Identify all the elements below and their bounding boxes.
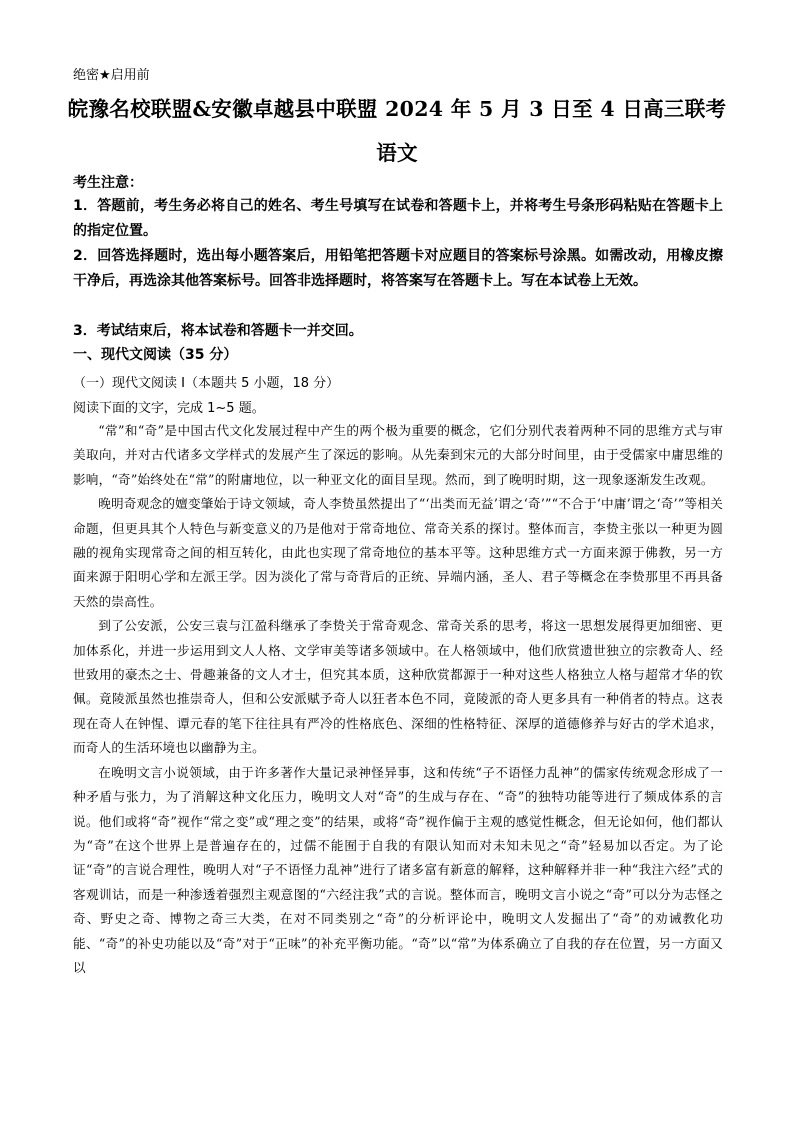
confidential-mark: 绝密★启用前 (73, 68, 150, 83)
passage-paragraph-3: 到了公安派，公安三袁与江盈科继承了李贽关于常奇观念、常奇关系的思考，将这一思想发展得更加细密、更加体系化，并进一步运用到文人人格、文学审美等诸多领域中。在人格领域中，他们欣赏遗世独立的宗教奇人、经世致用的豪杰之士、骨趣兼备的文人才士，但究其本质，这种欣赏都源于一种对这些人格独立人格与超常才华的钦佩。竟陵派虽然也推崇奇人，但和公安派赋予奇人以狂者本色不同，竟陵派的奇人更多具有一种俏者的特点。这表现在奇人在钟惺、谭元春的笔下往往具有严冷的性格底色、深细的性格特征、深厚的道德修养与好古的学术追求，而奇人的生活环境也以幽静为主。 (73, 618, 723, 756)
exam-title: 皖豫名校联盟&安徽卓越县中联盟 2024 年 5 月 3 日至 4 日高三联考 (67, 97, 727, 121)
section-subtitle: （一）现代文阅读 I（本题共 5 小题，18 分） (73, 376, 340, 391)
notice-item-3: 3．考试结束后，将本试卷和答题卡一并交回。 (73, 323, 363, 339)
reading-passage (73, 419, 723, 980)
notice-item-1: 1．答题前，考生务必将自己的姓名、考生号填写在试卷和答题卡上，并将考生号条形码粘贴在答题卡上的指定位置。 (73, 198, 723, 239)
passage-paragraph-1: “常”和“奇”是中国古代文化发展过程中产生的两个极为重要的概念，它们分别代表着两种不同的思维方式与审美取向，并对古代诸多文学样式的发展产生了深远的影响。从先秦到宋元的大部分时间里，由于受儒家中庸思维的影响，“奇”始终处在“常”的附庸地位，以一种亚文化的面目呈现。然而，到了晚明时期，这一现象逐渐发生改观。 (73, 423, 723, 487)
subject-title: 语文 (376, 141, 418, 165)
section-title: 一、现代文阅读（35 分） (73, 347, 238, 363)
passage-paragraph-2: 晚明奇观念的嬗变肇始于诗文领域，奇人李贽虽然提出了“‘出类而无益’谓之‘奇’”“不合于‘中庸’谓之‘奇’”等相关命题，但更具其个人特色与新变意义的乃是他对于常奇地位、常奇关系的探讨。整体而言，李贽主张以一种更为圆融的视角实现常奇之间的相互转化，由此也实现了常奇地位的基本平等。这种思维方式一方面来源于佛教，另一方面来源于阳明心学和左派王学。因为淡化了常与奇背后的正统、异端内涵，圣人、君子等概念在李贽那里不再具备天然的崇高性。 (73, 496, 723, 609)
reading-instruction: 阅读下面的文字，完成 1~5 题。 (73, 401, 265, 416)
passage-paragraph-4: 在晚明文言小说领域，由于许多著作大量记录神怪异事，这和传统“子不语怪力乱神”的儒家传统观念形成了一种矛盾与张力，为了消解这种文化压力，晚明文人对“奇”的生成与存在、“奇”的独特功能等进行了频成体系的言说。他们或将“奇”视作“常之变”或“理之变”的结果，或将“奇”视作偏于主观的感觉性概念，但无论如何，他们都认为“奇”在这个世界上是普遍存在的，过儒不能囿于自我的有限认知而对未知未见之“奇”轻易加以否定。为了论证“奇”的言说合理性，晚明人对“子不语怪力乱神”进行了诸多富有新意的解释，这种解释并非一种“我注六经”式的客观训诂，而是一种渗透着强烈主观意图的“六经注我”式的言说。整体而言，晚明文言小说之“奇”可以分为志怪之奇、野史之奇、博物之奇三大类，在对不同类别之“奇”的分析评论中，晚明文人发掘出了“奇”的劝诫教化功能、“奇”的补史功能以及“奇”对于“正味”的补充平衡功能。“奇”以“常”为体系确立了自我的存在位置，另一方面又以 (73, 764, 723, 975)
notice-item-2: 2．回答选择题时，选出每小题答案后，用铅笔把答题卡对应题目的答案标号涂黑。如需改动，用橡皮擦干净后，再选涂其他答案标号。回答非选择题时，将答案写在答题卡上。写在本试卷上无效。 (73, 248, 723, 289)
notice-heading: 考生注意： (73, 175, 143, 191)
